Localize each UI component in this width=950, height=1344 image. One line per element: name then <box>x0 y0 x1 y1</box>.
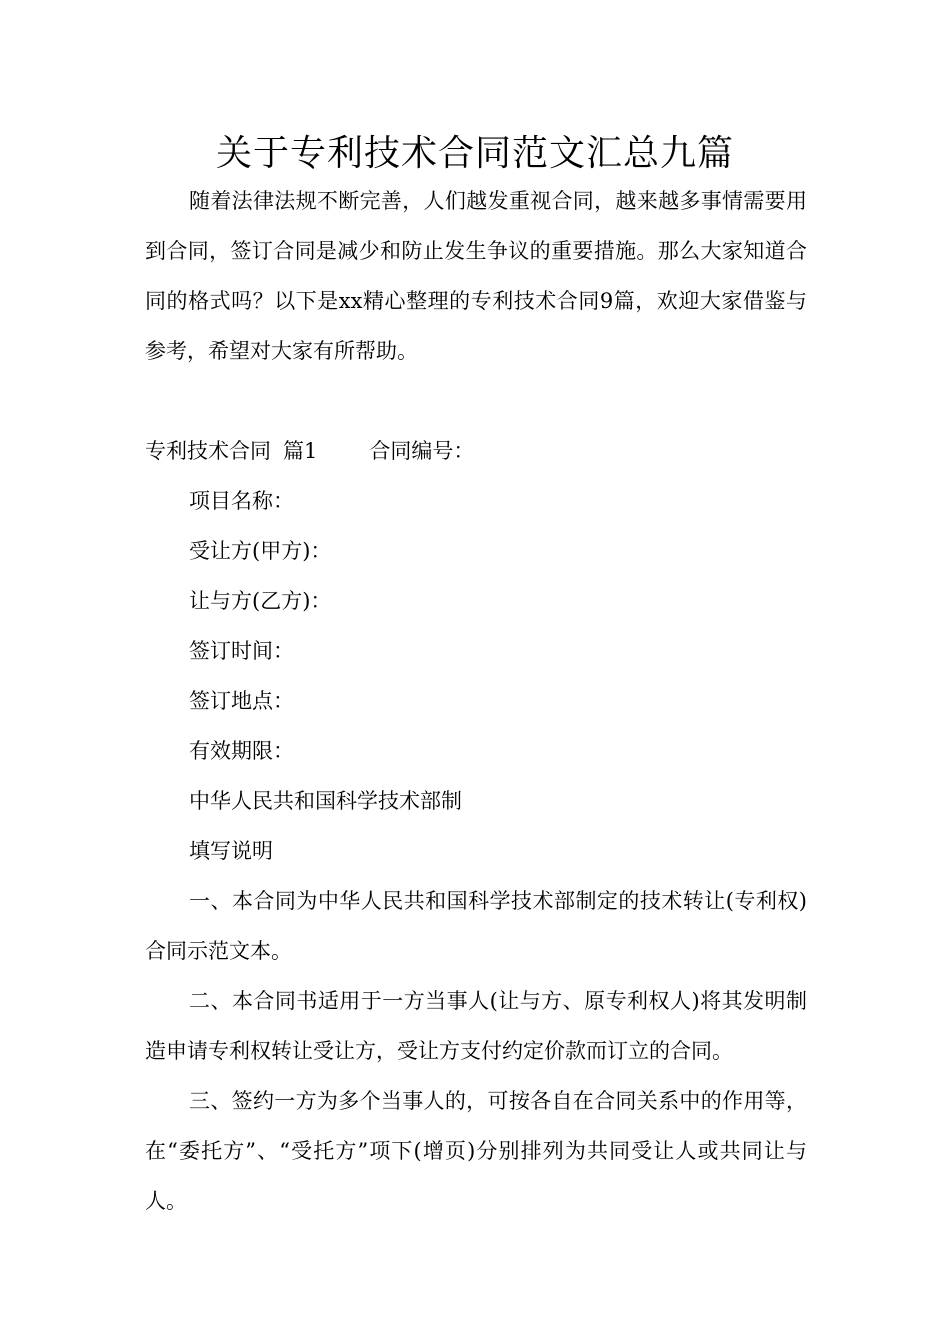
field-party-b: 让与方(乙方)： <box>189 589 332 613</box>
document-body <box>145 176 807 1226</box>
field-sign-place: 签订地点： <box>189 689 294 713</box>
instruction-item: 二、本合同书适用于一方当事人(让与方、原专利权人)将其发明制造申请专利权转让受让方，受让方支付约定价款而订立的合同。 <box>145 989 807 1063</box>
instruction-item: 三、签约一方为多个当事人的，可按各自在合同关系中的作用等，在“委托方”、“受托方”项下(增页)分别排列为共同受让人或共同让与人。 <box>145 1089 807 1213</box>
field-valid-period: 有效期限： <box>189 739 294 763</box>
field-project-name: 项目名称： <box>189 489 294 513</box>
field-sign-date: 签订时间： <box>189 639 294 663</box>
instruction-item: 一、本合同为中华人民共和国科学技术部制定的技术转让(专利权)合同示范文本。 <box>145 889 807 963</box>
section-heading-line <box>145 426 807 476</box>
instructions-title: 填写说明 <box>189 839 273 863</box>
field-party-a: 受让方(甲方)： <box>189 539 332 563</box>
contract-number-label: 合同编号： <box>369 439 475 463</box>
issuer-line: 中华人民共和国科学技术部制 <box>189 789 462 813</box>
section-number: 篇1 <box>283 439 318 463</box>
intro-paragraph: 随着法律法规不断完善，人们越发重视合同，越来越多事情需要用到合同，签订合同是减少和防止发生争议的重要措施。那么大家知道合同的格式吗？以下是xx精心整理的专利技术合同9篇，欢迎大家借鉴与参考，希望对大家有所帮助。 <box>145 189 807 363</box>
section-heading: 专利技术合同 <box>145 439 271 463</box>
document-title: 关于专利技术合同范文汇总九篇 <box>215 133 734 174</box>
paragraph-gap <box>145 376 807 426</box>
